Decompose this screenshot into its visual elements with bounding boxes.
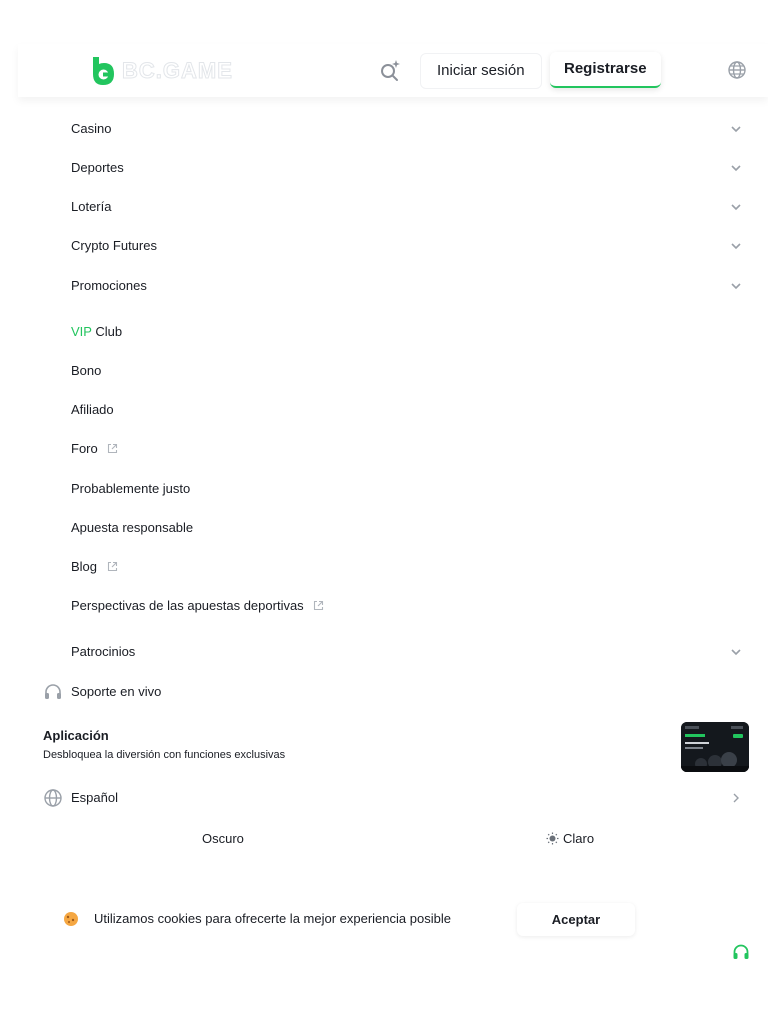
menu-item-promociones[interactable] bbox=[71, 274, 751, 298]
menu-item-afiliado[interactable] bbox=[71, 398, 751, 422]
globe-icon[interactable] bbox=[727, 60, 747, 80]
menu-item-label: Foro bbox=[71, 441, 98, 456]
menu-item-label: Blog bbox=[71, 559, 98, 574]
menu-item-label: Bono bbox=[71, 363, 102, 378]
theme-dark-option[interactable]: Oscuro bbox=[202, 831, 244, 846]
vip-label: VIP bbox=[71, 324, 92, 339]
register-button[interactable]: Registrarse bbox=[550, 52, 661, 88]
chevron-down-icon bbox=[731, 241, 741, 251]
logo-icon bbox=[90, 56, 116, 86]
menu-item-vip-club[interactable] bbox=[71, 320, 751, 344]
menu-item-deportes[interactable] bbox=[71, 156, 751, 180]
chevron-down-icon bbox=[731, 281, 741, 291]
menu-item-patrocinios[interactable] bbox=[71, 640, 751, 664]
theme-light-label: Claro bbox=[563, 831, 595, 846]
menu-item-label: Afiliado bbox=[71, 402, 114, 417]
logo-text: BC.GAME bbox=[122, 58, 233, 83]
menu-item-label: Promociones bbox=[71, 278, 147, 293]
club-label: Club bbox=[91, 324, 123, 339]
menu-item-loteria[interactable] bbox=[71, 195, 751, 219]
chevron-down-icon bbox=[731, 647, 741, 657]
language-selector[interactable] bbox=[43, 786, 743, 810]
menu-item-bono[interactable] bbox=[71, 359, 751, 383]
app-title: Aplicación bbox=[43, 728, 109, 743]
accept-cookies-button[interactable]: Aceptar bbox=[517, 903, 635, 936]
live-support-link[interactable] bbox=[43, 680, 161, 704]
language-label: Español bbox=[71, 790, 118, 805]
theme-light-option[interactable] bbox=[546, 829, 594, 849]
app-subtitle: Desbloquea la diversión con funciones exclusivas bbox=[43, 749, 286, 761]
sun-icon bbox=[546, 832, 559, 845]
external-link-icon bbox=[107, 561, 118, 572]
menu-item-label: Apuesta responsable bbox=[71, 520, 194, 535]
cookie-icon bbox=[63, 911, 79, 927]
logo[interactable] bbox=[90, 56, 233, 86]
menu-item-perspectivas[interactable] bbox=[71, 594, 751, 618]
menu-item-label: Patrocinios bbox=[71, 644, 136, 659]
chevron-down-icon bbox=[731, 163, 741, 173]
menu-item-label: Lotería bbox=[71, 199, 112, 214]
menu-item-crypto-futures[interactable] bbox=[71, 234, 751, 258]
external-link-icon bbox=[107, 443, 118, 454]
chevron-down-icon bbox=[731, 202, 741, 212]
search-icon[interactable] bbox=[378, 58, 402, 82]
live-support-label: Soporte en vivo bbox=[71, 684, 162, 699]
menu-item-casino[interactable] bbox=[71, 117, 751, 141]
menu-item-label: Deportes bbox=[71, 160, 124, 175]
app-preview-image[interactable] bbox=[681, 722, 749, 772]
menu-item-apuesta-responsable[interactable] bbox=[71, 516, 751, 540]
app-preview-graphic bbox=[681, 722, 749, 772]
menu-item-label: Crypto Futures bbox=[71, 238, 157, 253]
menu-item-label: Perspectivas de las apuestas deportivas bbox=[71, 598, 304, 613]
chevron-right-icon bbox=[731, 786, 741, 810]
menu-item-foro[interactable] bbox=[71, 437, 751, 461]
globe-icon bbox=[43, 788, 63, 808]
headset-icon[interactable] bbox=[732, 943, 750, 961]
menu-item-blog[interactable] bbox=[71, 555, 751, 579]
login-button[interactable]: Iniciar sesión bbox=[420, 53, 542, 89]
top-header bbox=[18, 44, 768, 97]
external-link-icon bbox=[313, 600, 324, 611]
menu-item-label: Probablemente justo bbox=[71, 481, 191, 496]
cookie-message: Utilizamos cookies para ofrecerte la mejor experiencia posible bbox=[94, 911, 451, 926]
headset-icon bbox=[43, 682, 63, 702]
menu-item-probablemente-justo[interactable] bbox=[71, 477, 751, 501]
chevron-down-icon bbox=[731, 124, 741, 134]
menu-item-label: Casino bbox=[71, 121, 112, 136]
